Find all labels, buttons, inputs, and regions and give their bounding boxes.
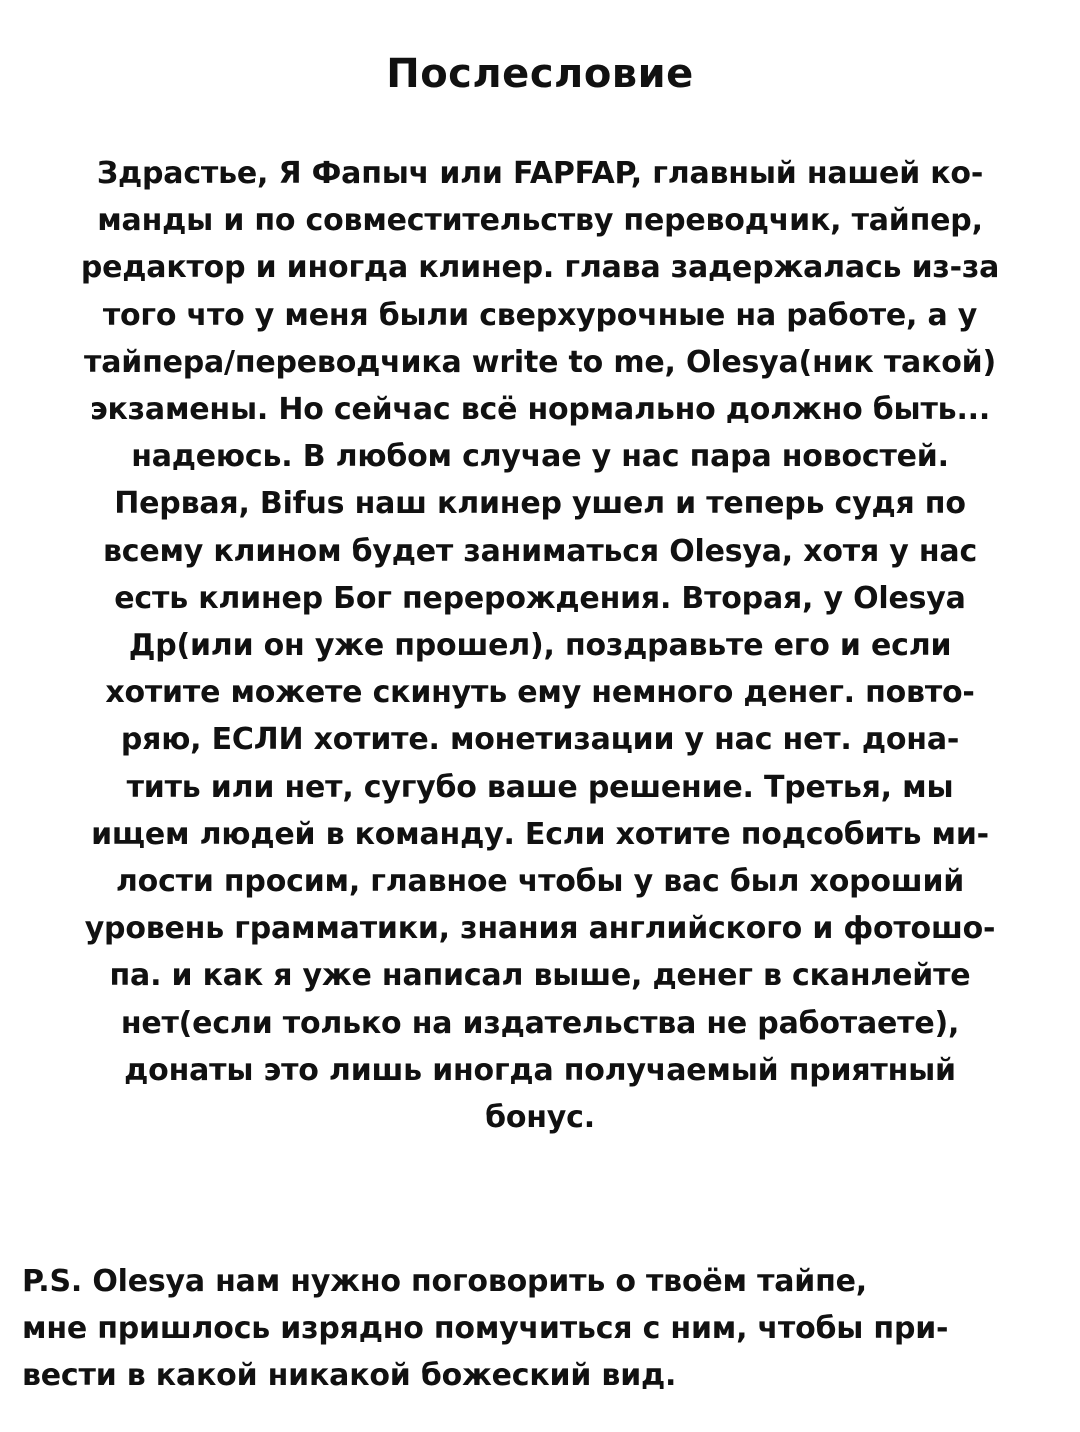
postscript-line: вести в какой никакой божеский вид. <box>22 1358 677 1393</box>
body-line: ищем людей в команду. Если хотите подсобить ми- <box>91 816 989 852</box>
postscript <box>22 1258 1062 1399</box>
body-line: лости просим, главное чтобы у вас был хороший <box>115 864 965 900</box>
body-line: экзамены. Но сейчас всё нормально должно быть... <box>89 392 991 428</box>
body-line: донаты это лишь иногда получаемый приятный <box>124 1052 956 1088</box>
body-line: Первая, Bifus наш клинер ушел и теперь судя по <box>114 486 966 522</box>
body-line: хотите можете скинуть ему немного денег. повто- <box>105 675 975 711</box>
body-line: манды и по совместительству переводчик, тайпер, <box>97 203 983 239</box>
body-line: бонус. <box>485 1100 595 1136</box>
body-line: па. и как я уже написал выше, денег в сканлейте <box>109 958 971 994</box>
body-line: тить или нет, сугубо ваше решение. Третья, мы <box>126 769 954 805</box>
postscript-line: мне пришлось изрядно помучиться с ним, чтобы при- <box>22 1311 949 1346</box>
body-line: редактор и иногда клинер. глава задержалась из-за <box>80 250 1000 286</box>
body-line: нет(если только на издательства не работаете), <box>120 1005 960 1041</box>
postscript-line: P.S. Olesya нам нужно поговорить о твоём тайпе, <box>22 1264 867 1299</box>
body-line: уровень грамматики, знания английского и фотошо- <box>84 911 996 947</box>
body-line: Здрастье, Я Фапыч или FAPFAP, главный нашей ко- <box>96 156 984 191</box>
body-line: Др(или он уже прошел), поздравьте его и если <box>128 628 952 664</box>
body-line: того что у меня были сверхурочные на работе, а у <box>102 297 978 333</box>
body-line: всему клином будет заниматься Olesya, хотя у нас <box>102 533 978 569</box>
body-line: надеюсь. В любом случае у нас пара новостей. <box>131 439 949 475</box>
body-line: есть клинер Бог перерождения. Вторая, у Olesya <box>114 580 966 616</box>
afterword-body <box>24 150 1056 1141</box>
body-line: ряю, ЕСЛИ хотите. монетизации у нас нет. дона- <box>120 722 960 758</box>
body-line: тайпера/переводчика write to me, Olesya(ник такой) <box>84 344 996 380</box>
page-title: Послесловие <box>386 51 694 97</box>
